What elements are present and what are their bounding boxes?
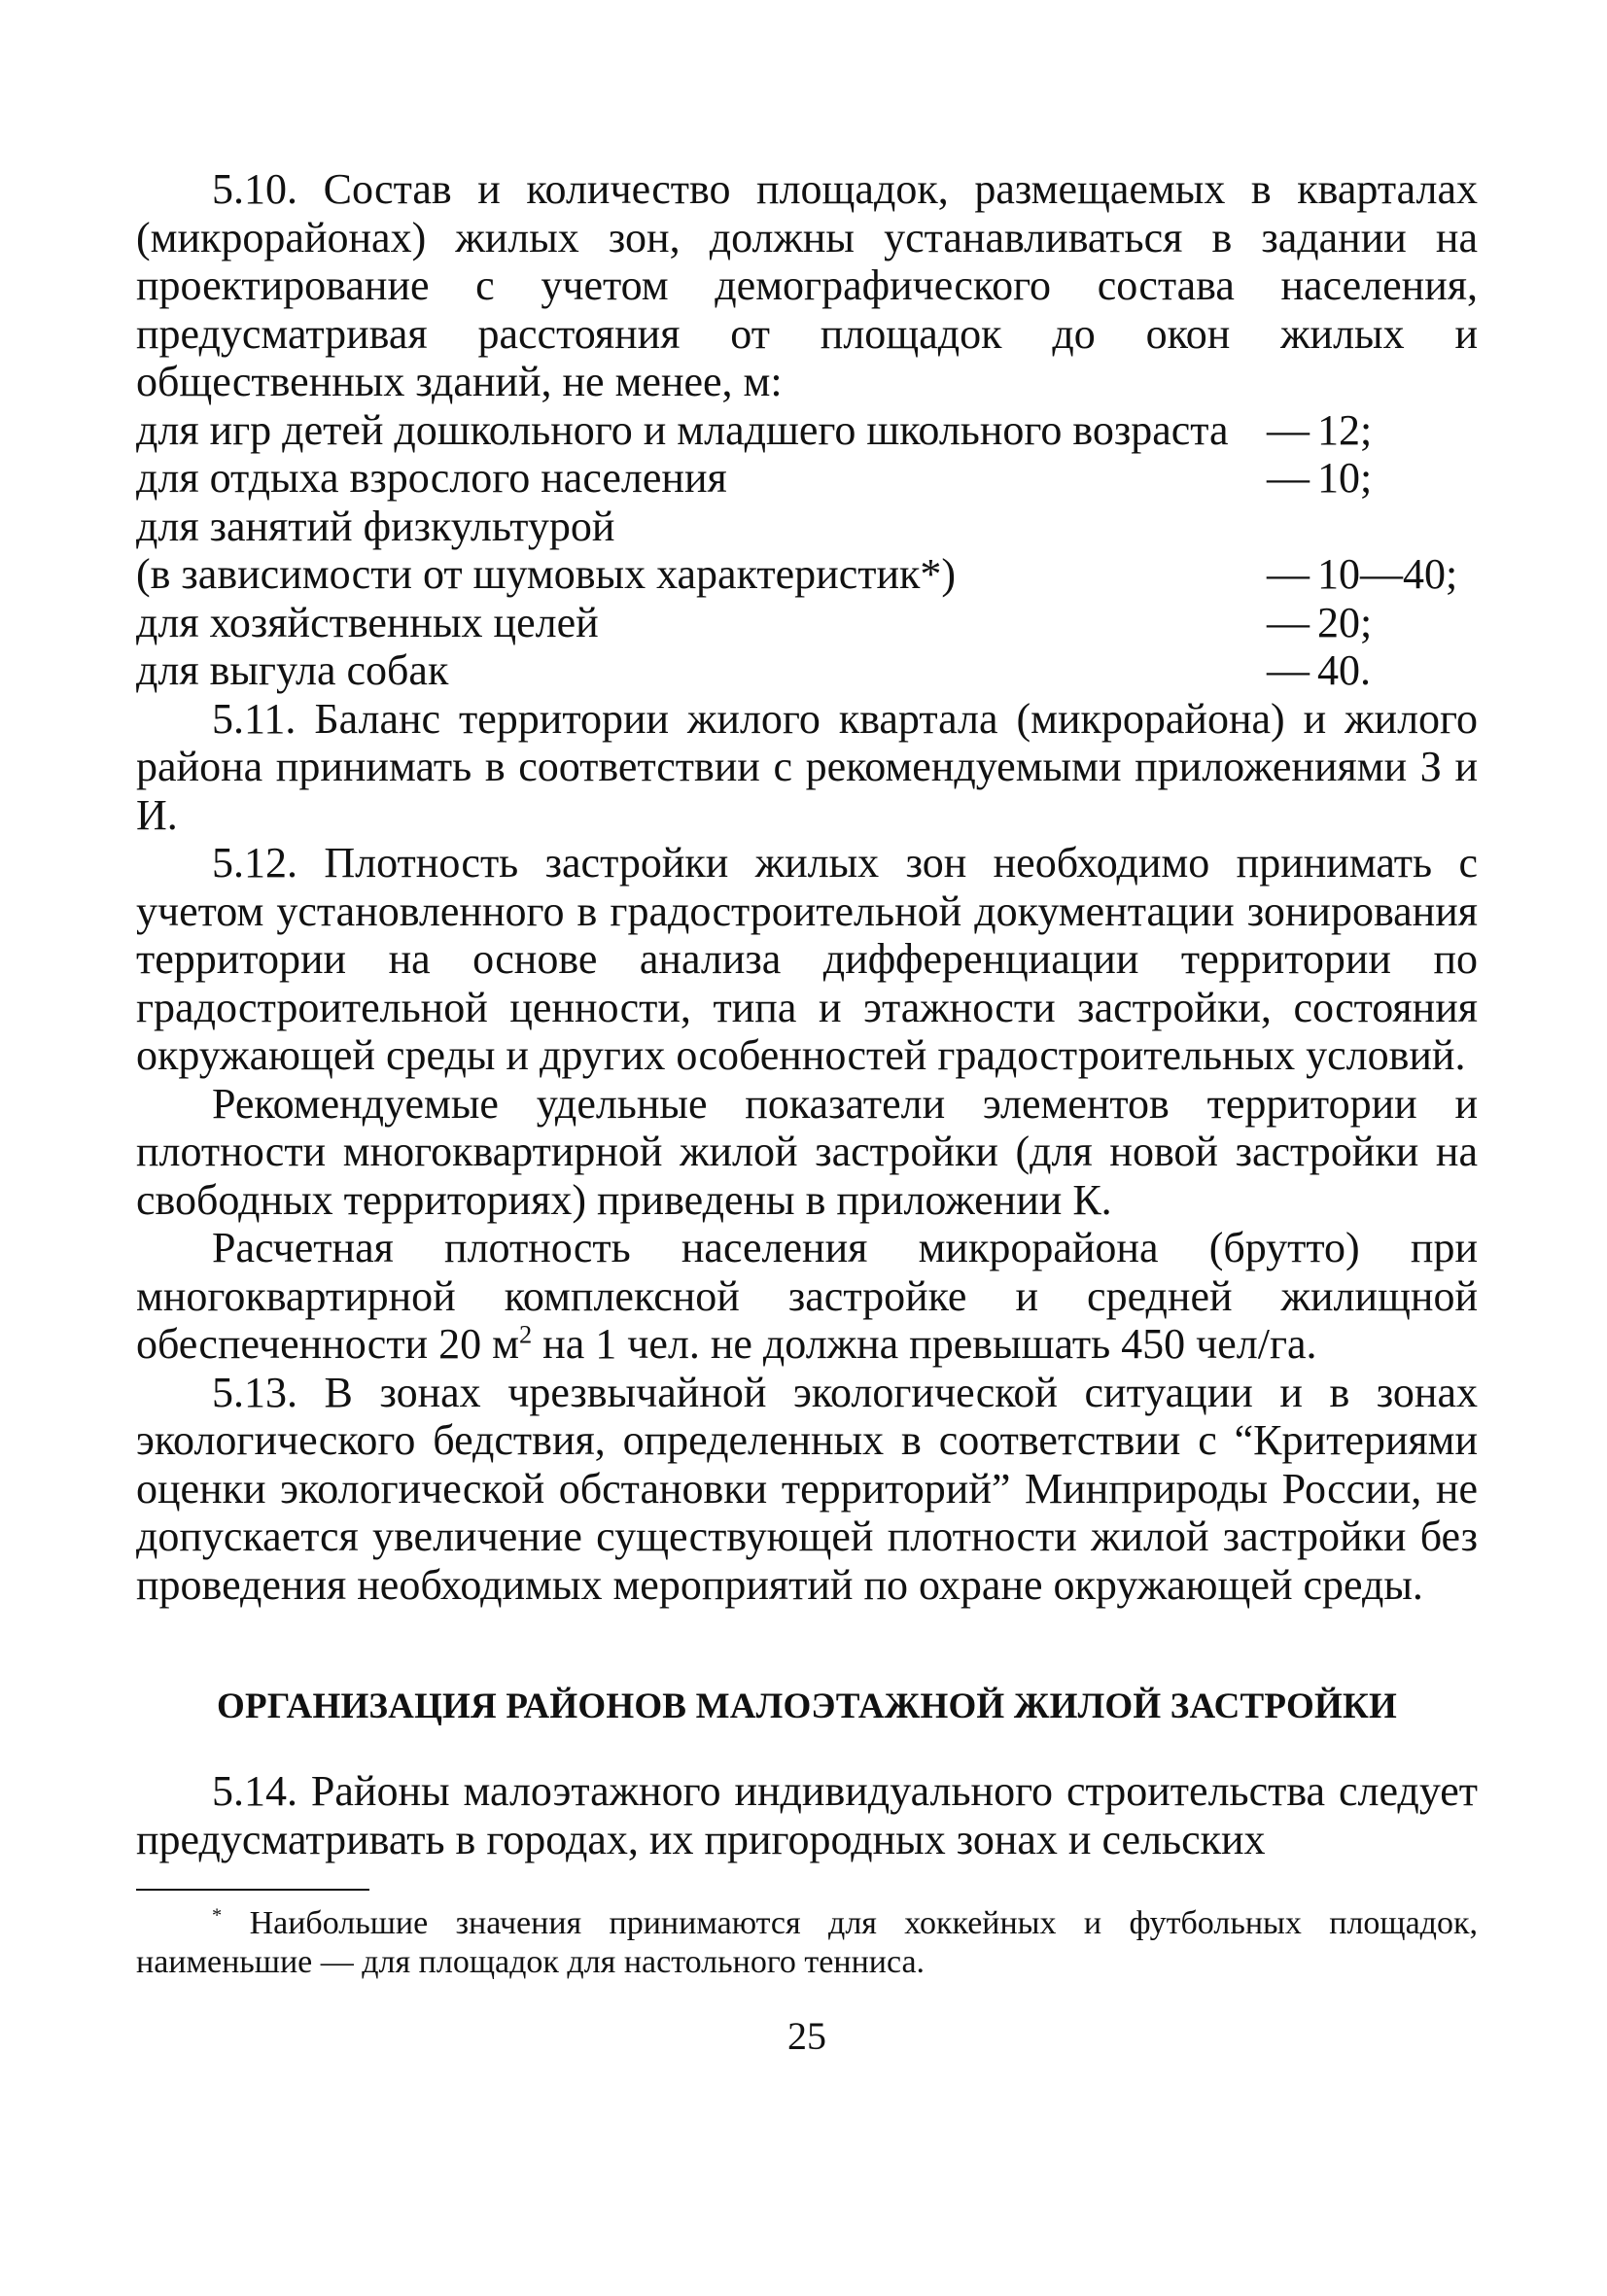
section-heading: ОРГАНИЗАЦИЯ РАЙОНОВ МАЛОЭТАЖНОЙ ЖИЛОЙ ЗАСТРОЙКИ — [217, 1687, 1397, 1726]
paragraph-population-density — [136, 1224, 1478, 1369]
distance-label: для хозяйственных целей — [136, 598, 599, 646]
distance-value: 10—40; — [1317, 550, 1458, 598]
distance-value: 10; — [1317, 454, 1373, 502]
paragraph-5-14: 5.14. Районы малоэтажного индивидуального строительства следует предусматривать в городах, их пригородных зонах и сельских — [136, 1767, 1478, 1863]
distance-dash: — — [1267, 646, 1310, 694]
footnote-marker: * — [212, 1904, 223, 1927]
density-text-end: на 1 чел. не должна превышать 450 чел/га. — [532, 1320, 1317, 1368]
distance-row-household — [136, 599, 1478, 647]
paragraph-5-13: 5.13. В зонах чрезвычайной экологической ситуации и в зонах экологического бедствия, определенных в соответствии с “Критериями оценки экологической обстановки территорий” Минприроды России, не допускается увеличение существующей плотности жилой застройки без проведения необходимых мероприятий по охране окружающей среды. — [136, 1368, 1478, 1609]
distance-row-dogs — [136, 646, 1478, 695]
distance-label: (в зависимости от шумовых характеристик*) — [136, 550, 957, 598]
superscript-2: 2 — [518, 1319, 533, 1349]
distance-row-children — [136, 406, 1478, 455]
distance-label: для отдыха взрослого населения — [136, 454, 727, 502]
paragraph-5-12: 5.12. Плотность застройки жилых зон необходимо принимать с учетом установленного в градостроительной документации зонирования территории на основе анализа дифференциации территории по градостроительной ценности, типа и этажности застройки, состояния окружающей среды и других особенностей градостроительных условий. — [136, 839, 1478, 1079]
distance-dash: — — [1267, 598, 1310, 646]
document-page — [136, 165, 1478, 2058]
distance-label: для игр детей дошкольного и младшего школьного возраста — [136, 405, 1229, 454]
footnote — [136, 1904, 1478, 1982]
paragraph-5-10: 5.10. Состав и количество площадок, размещаемых в кварталах (микрорайонах) жилых зон, должны устанавливаться в задании на проектирование с учетом демографического состава населения, предусматривая расстояния от площадок до окон жилых и общественных зданий, не менее, м: — [136, 165, 1478, 405]
distance-row-sport-title: для занятий физкультурой — [136, 502, 615, 550]
distance-list — [136, 406, 1478, 695]
footnote-divider — [136, 1889, 369, 1891]
distance-dash: — — [1267, 454, 1310, 502]
distance-value: 12; — [1317, 405, 1373, 454]
distance-value: 20; — [1317, 598, 1373, 646]
distance-dash: — — [1267, 550, 1310, 598]
distance-row-sport — [136, 550, 1478, 599]
distance-dash: — — [1267, 405, 1310, 454]
paragraph-recommended-indicators: Рекомендуемые удельные показатели элементов территории и плотности многоквартирной жилой застройки (для новой застройки на свободных территориях) приведены в приложении К. — [136, 1079, 1478, 1224]
density-text-start: Расчетная плотность населения микрорайона (брутто) при многоквартирной комплексной застройке и средней жилищной обеспеченности 20 м — [136, 1224, 1478, 1368]
paragraph-5-11: 5.11. Баланс территории жилого квартала (микрорайона) и жилого района принимать в соответствии с рекомендуемыми приложениями З и И. — [136, 694, 1478, 839]
page-number: 25 — [787, 2014, 826, 2058]
footnote-text: Наибольшие значения принимаются для хоккейных и футбольных площадок, наименьшие — для площадок для настольного тенниса. — [136, 1905, 1478, 1980]
distance-row-adults — [136, 454, 1478, 503]
distance-label: для выгула собак — [136, 646, 449, 694]
distance-value: 40. — [1317, 646, 1371, 694]
